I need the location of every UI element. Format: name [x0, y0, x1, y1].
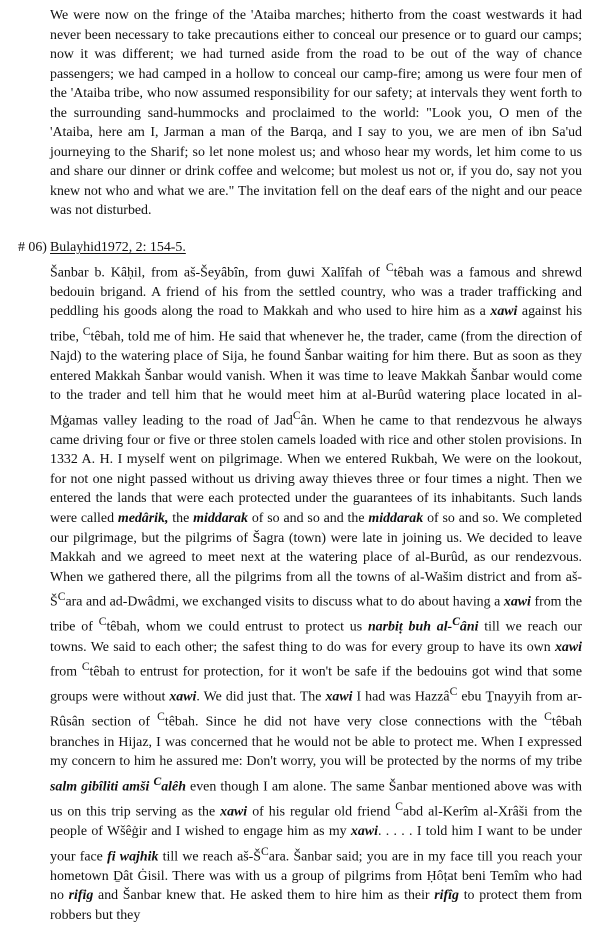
text-span: of his regular old friend — [247, 804, 396, 820]
text-span: to protect them from robbers but they — [50, 888, 582, 923]
text-span: C — [395, 799, 404, 813]
text-span: from the tribe of — [50, 594, 582, 635]
text-span: against his tribe, — [50, 304, 582, 345]
text-span: of so and so. We completed our pilgrimage, but the pilgrims of Šagra (town) were late in joining us. We decided to leave Makkah and we agreed to meet next at the watering place of al-Burûd, as our rendezvous. When we gathered there, all the pilgrims from all the towns of al-Wašim district and from aš-Š — [50, 511, 582, 610]
term-span: xawi — [169, 689, 197, 705]
text-span: C — [81, 660, 90, 674]
text-span: ara and ad-Dwâdmi, we exchanged visits to discuss what to do about having a — [65, 594, 504, 610]
term-span: salm gibîliti amši — [50, 779, 154, 795]
entry-reference: Bulayhid1972, 2: 154-5. — [50, 240, 186, 256]
text-span: têbah, whom we could entrust to protect us — [106, 619, 368, 635]
text-span: têbah branches in Hijaz, I was concerned that he would not be able to protect me. When I expressed my concern to him he assured me: Don't worry, you will be protected by the norms of my tribe — [50, 715, 582, 770]
text-span: ân. When he came to that rendezvous he always came driving four or five or three stolen camels loaded with rice and other stolen provisions. In 1332 A. H. I myself went on pilgrimage. When we entered Rukbah, We were on the lookout, for not one night passed without us driving away thieves three or four times a night. Then we entered the lands that were each protected under the guarantees of its inhabitants. Such lands were called — [50, 413, 583, 526]
entry-number: # 06) — [18, 240, 47, 256]
text-span: C — [544, 710, 552, 724]
term-span: xawi — [350, 824, 378, 840]
term-span: C — [153, 774, 162, 788]
text-span: C — [82, 324, 91, 338]
text-span: C — [261, 844, 269, 858]
entry-body — [50, 258, 582, 925]
text-span: C — [57, 590, 66, 604]
term-span: xawi — [554, 639, 582, 655]
term-span: C — [452, 615, 460, 629]
term-span: middarak — [193, 511, 248, 526]
top-paragraph: We were now on the fringe of the 'Ataiba marches; hitherto from the coast westwards it had never been necessary to take precautions either to conceal our presence or to guard our camps; now it was different; we had turned aside from the road to be out of the way of chance passengers; we had camped in a hollow to conceal our camp-fire; among us were four men of the 'Ataiba tribe, who now assumed responsibility for our safety; at intervals they went forth to the surrounding sand-hummocks and proclaimed to the world: "Look you, O men of the 'Ataiba, here am I, Jarman a man of the Barqa, and I say to you, we are men of ibn Sa'ud journeying to the Sharif; so let none molest us; and whoso hear my words, let him come to us and share our dinner or drink coffee and welcome; but molest us not or, if you do, say not you knew not who and what we are." The invitation fell on the deaf ears of the night and our peace was not disturbed. — [50, 8, 582, 219]
term-span: medârik, — [117, 511, 169, 526]
text-span: till we reach aš-Š — [158, 849, 262, 865]
text-span: abd al-Kerîm al-Xrâši from the people of Wšêġir and I wished to engage him as my — [50, 804, 582, 840]
entry-header — [18, 238, 582, 258]
term-span: xawi — [503, 594, 531, 610]
term-span: narbiṭ buh al- — [367, 619, 453, 635]
text-span: ara. Šanbar said; you are in my face till you reach your hometown Ḏât Ġisil. There was with us a group of pilgrims from Ḥôṭat beni Temîm who had no — [50, 849, 583, 904]
text-span: têbah was a famous and shrewd bedouin brigand. A friend of his from the settled country, who was a trader trafficking and peddling his goods along the road to Makkah and who used to hire him as a — [50, 265, 582, 320]
term-span: xawi — [490, 304, 518, 320]
term-span: middarak — [368, 511, 424, 526]
text-span: C — [449, 685, 458, 699]
text-span: Šanbar b. Kȃḥil, from aš-Šeyȃbȋn, from ḏuwi Xalȋfah of — [50, 265, 386, 281]
text-span: . . . . . I told him I want to be under your face — [50, 824, 582, 865]
text-span: têbah. Since he did not have very close connections with the — [164, 715, 545, 731]
term-span: rifig — [68, 888, 94, 904]
text-span: even though I am alone. The same Šanbar mentioned above was with us on this trip serving as the — [50, 779, 583, 820]
text-span: C — [385, 260, 394, 274]
term-span: âni — [459, 619, 479, 635]
text-span: from — [50, 664, 82, 680]
term-span: fi wajhik — [107, 849, 159, 865]
text-span: . We did just that. The — [196, 689, 326, 705]
term-span: rifîg — [434, 888, 459, 904]
text-span: C — [292, 408, 301, 422]
text-span: of so and so and the — [247, 511, 369, 526]
term-span: alêh — [161, 779, 186, 795]
text-span: and Šanbar knew that. He asked them to hire him as their — [93, 888, 435, 904]
term-span: xawi — [220, 804, 248, 820]
text-span: ebu Ṯnayyih from ar-Rûsân section of — [50, 689, 582, 731]
text-span: I had was Hazzâ — [352, 689, 450, 705]
term-span: xawi — [325, 689, 353, 705]
text-span: têbah, told me of him. He said that whenever he, the trader, came (from the direction of Najd) to the watering place of Sija, he found Šanbar waiting for him there. But as soon as they entered Makkah Šanbar would vanish. When it was time to leave Makkah Šanbar would come to the trader and tell him that he would meet him at al-Burûd watering place located in al-Mġamas valley leading to the road of Jad — [50, 329, 582, 429]
text-span: C — [98, 615, 107, 629]
text-span: the — [168, 511, 194, 526]
text-span: till we reach our towns. We said to each other; the safest thing to do was for every group to have its own — [50, 619, 582, 655]
text-span: C — [157, 710, 165, 724]
text-span: têbah to entrust for protection, for it won't be safe if the bedouins got wind that some groups were without — [50, 664, 582, 705]
